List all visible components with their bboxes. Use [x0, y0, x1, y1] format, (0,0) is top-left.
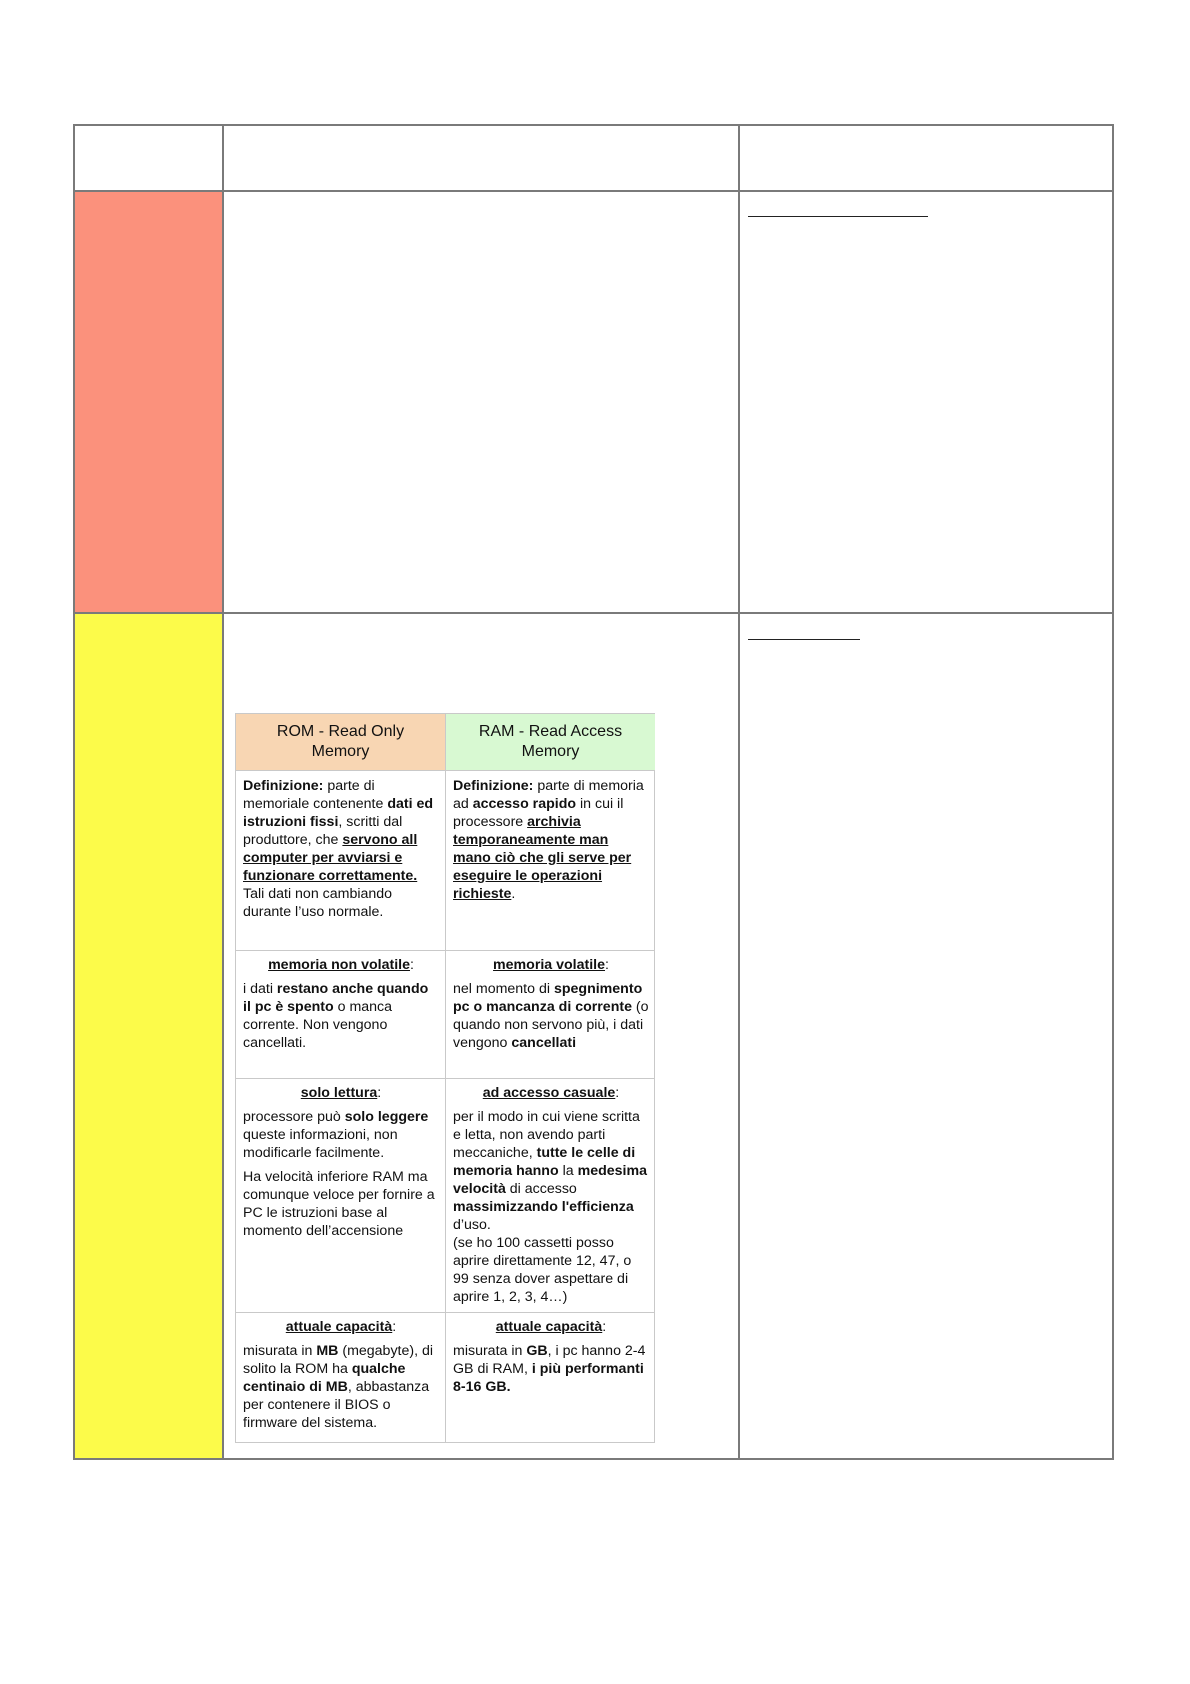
- row1-color-cell: [75, 192, 222, 612]
- rom-ram-comparison-table: [235, 713, 655, 1443]
- ram-volatility: memoria volatile: nel momento di spegnimento pc o mancanza di corrente (o quando non servono più, i dati vengono cancellati: [453, 957, 649, 1051]
- ram-definition: Definizione: parte di memoria ad accesso rapido in cui il processore archivia temporaneamente man mano ciò che gli serve per eseguire le operazioni richieste.: [453, 778, 644, 902]
- table-row-divider: [73, 190, 1114, 192]
- rom-capacity: attuale capacità: misurata in MB (megabyte), di solito la ROM ha qualche centinaio di MB, abbastanza per contenere il BIOS o firmware del sistema.: [243, 1319, 434, 1431]
- row2-color-cell: [75, 614, 222, 1458]
- ram-capacity: attuale capacità: misurata in GB, i pc hanno 2-4 GB di RAM, i più performanti 8-16 GB.: [453, 1319, 646, 1395]
- ram-access: ad accesso casuale: per il modo in cui viene scritta e letta, non avendo parti meccaniche, tutte le celle di memoria hanno la medesima velocità di accesso massimizzando l'efficienza d’uso. (se ho 100 cassetti posso aprire direttamente 12, 47, o 99 senza dover aspettare di aprire 1, 2, 3, 4…): [453, 1085, 647, 1305]
- ram-header: RAM - Read Access Memory: [446, 714, 655, 770]
- table-row-divider: [73, 612, 1114, 614]
- table-column-divider: [222, 124, 224, 1460]
- rom-header: ROM - Read Only Memory: [236, 714, 445, 770]
- table-column-divider: [738, 124, 740, 1460]
- underline-mark: [748, 216, 928, 217]
- rom-access: solo lettura: processore può solo leggere queste informazioni, non modificarle facilmente. Ha velocità inferiore RAM ma comunque veloce per fornire a PC le istruzioni base al momento dell’accensione: [243, 1085, 435, 1239]
- rom-definition: Definizione: parte di memoriale contenente dati ed istruzioni fissi, scritti dal produttore, che servono all computer per avviarsi e funzionare correttamente. Tali dati non cambiando durante l’uso normale.: [243, 778, 434, 920]
- rom-volatility: memoria non volatile: i dati restano anche quando il pc è spento o manca corrente. Non vengono cancellati.: [243, 957, 429, 1051]
- underline-mark: [748, 639, 860, 640]
